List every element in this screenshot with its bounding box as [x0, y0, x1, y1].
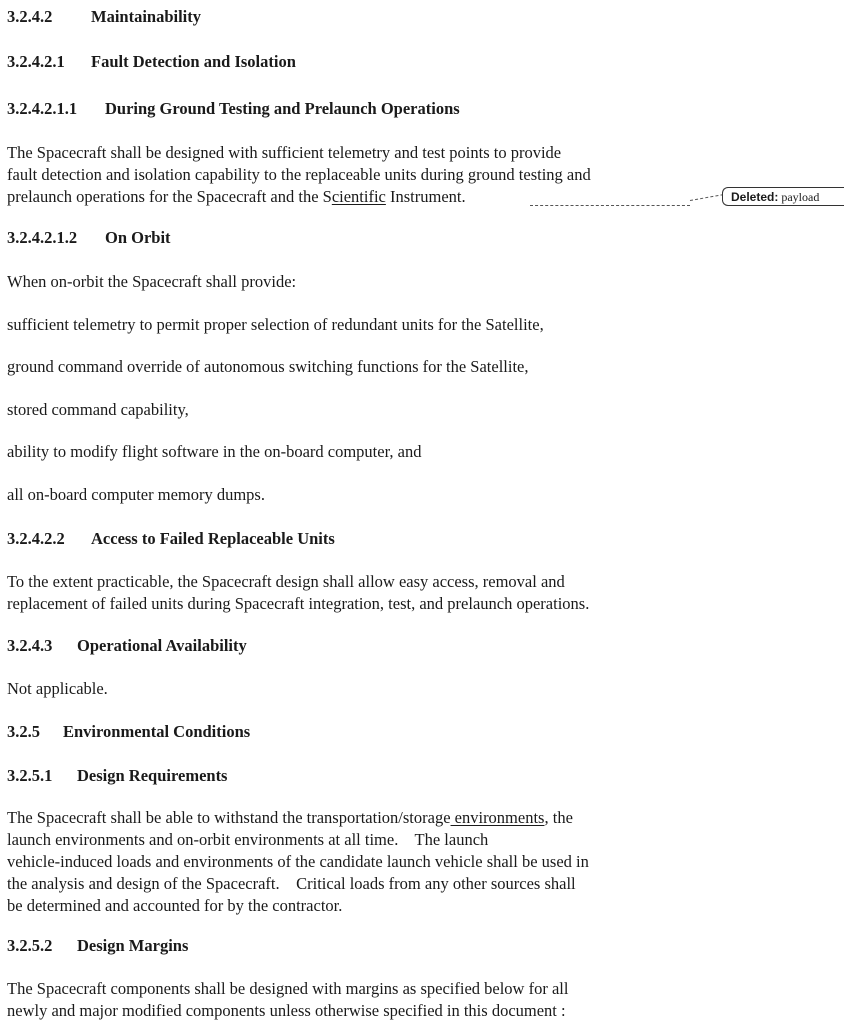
heading-number: 3.2.5 — [7, 722, 40, 741]
heading-title: Environmental Conditions — [63, 722, 251, 741]
heading-ground-testing — [7, 98, 460, 120]
heading-design-margins — [7, 935, 188, 957]
heading-title: Access to Failed Replaceable Units — [91, 529, 335, 548]
text-run: prelaunch operations for the Spacecraft and the S — [7, 187, 332, 206]
revision-connector-line — [690, 194, 724, 201]
heading-title: Fault Detection and Isolation — [91, 52, 296, 71]
list-item: ground command override of autonomous switching functions for the Satellite, — [7, 357, 529, 376]
text-line: replacement of failed units during Spacecraft integration, test, and prelaunch operations. — [7, 594, 590, 613]
heading-operational-availability — [7, 635, 247, 657]
paragraph-access — [7, 571, 589, 615]
heading-title: During Ground Testing and Prelaunch Operations — [105, 99, 460, 118]
text-line — [7, 807, 589, 829]
paragraph-on-orbit-intro: When on-orbit the Spacecraft shall provide: — [7, 272, 297, 291]
list-item: all on-board computer memory dumps. — [7, 485, 265, 504]
text-line: The Spacecraft components shall be designed with margins as specified below for all — [7, 979, 569, 998]
heading-number: 3.2.4.2.2 — [7, 529, 65, 548]
text-line: be determined and accounted for by the contractor. — [7, 896, 343, 915]
heading-number: 3.2.4.3 — [7, 636, 53, 655]
list-item: ability to modify flight software in the on-board computer, and — [7, 442, 422, 461]
heading-title: Maintainability — [91, 7, 202, 26]
text-line: vehicle-induced loads and environments of the candidate launch vehicle shall be used in — [7, 852, 589, 871]
heading-environmental-conditions — [7, 721, 250, 743]
heading-title: On Orbit — [105, 228, 171, 247]
heading-title: Design Margins — [77, 936, 189, 955]
text-run: , the — [544, 808, 573, 827]
heading-number: 3.2.4.2.1 — [7, 52, 65, 71]
list-item: sufficient telemetry to permit proper selection of redundant units for the Satellite, — [7, 315, 544, 334]
inserted-text: cientific — [331, 187, 386, 206]
heading-on-orbit — [7, 227, 171, 249]
paragraph-design-margins — [7, 978, 568, 1022]
text-line: fault detection and isolation capability to the replaceable units during ground testing and — [7, 165, 591, 184]
text-line: the analysis and design of the Spacecraft. Critical loads from any other sources shall — [7, 874, 576, 893]
text-run: The Spacecraft shall be able to withstand the transportation/storage — [7, 808, 451, 827]
heading-number: 3.2.5.1 — [7, 766, 53, 785]
text-line: The Spacecraft shall be designed with sufficient telemetry and test points to provide — [7, 143, 562, 162]
heading-number: 3.2.4.2 — [7, 7, 53, 26]
revision-balloon[interactable] — [722, 187, 844, 206]
text-line: newly and major modified components unless otherwise specified in this document : — [7, 1001, 566, 1020]
text-line — [7, 186, 591, 208]
heading-number: 3.2.4.2.1.2 — [7, 228, 78, 247]
paragraph-ground-testing — [7, 142, 591, 208]
text-line: launch environments and on-orbit environments at all time. The launch — [7, 830, 489, 849]
revision-balloon-title: Deleted: — [731, 190, 779, 204]
heading-access-failed-units — [7, 528, 335, 550]
heading-fault-detection — [7, 51, 296, 73]
text-line: To the extent practicable, the Spacecraft design shall allow easy access, removal and — [7, 572, 565, 591]
heading-title: Design Requirements — [77, 766, 228, 785]
inserted-text: environments — [450, 808, 545, 827]
heading-title: Operational Availability — [77, 636, 247, 655]
revision-balloon-text: payload — [778, 190, 820, 204]
text-run: Instrument. — [385, 187, 466, 206]
paragraph-design-requirements — [7, 807, 589, 917]
list-item: stored command capability, — [7, 400, 189, 419]
heading-number: 3.2.5.2 — [7, 936, 53, 955]
paragraph-not-applicable: Not applicable. — [7, 679, 108, 698]
heading-number: 3.2.4.2.1.1 — [7, 99, 78, 118]
heading-maintainability — [7, 6, 201, 28]
heading-design-requirements — [7, 765, 227, 787]
revision-connector-line — [530, 205, 690, 206]
